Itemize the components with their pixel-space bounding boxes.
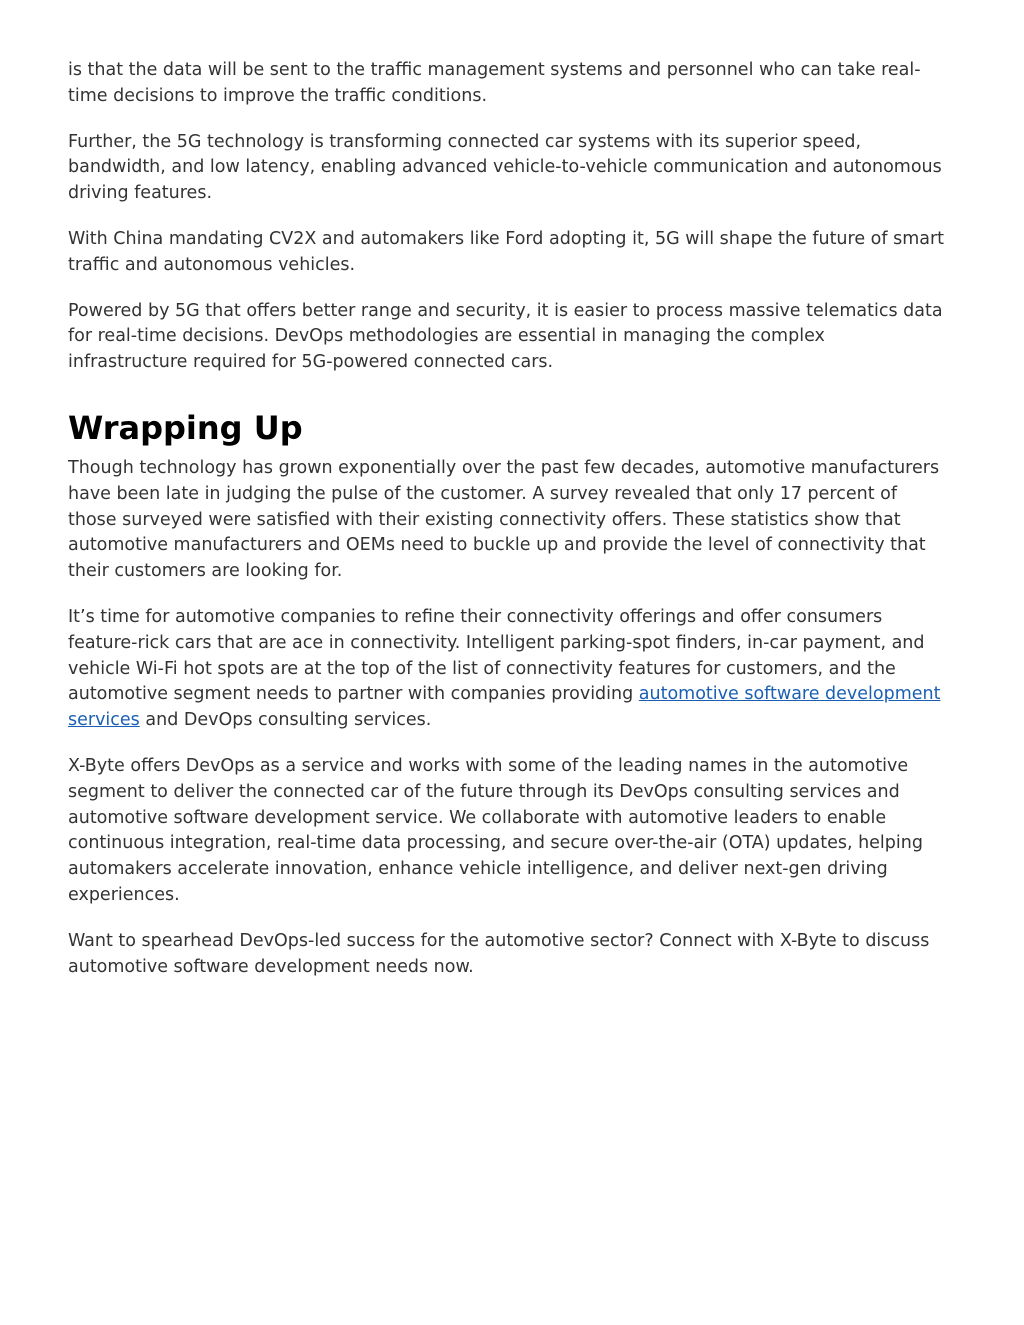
paragraph-text-before-link: It’s time for automotive companies to refine their connectivity offerings and offer consumers feature-rick cars that are ace in connectivity. Intelligent parking-spot finders, in-car payment, and vehicle Wi-Fi hot spots are at the top of the list of connectivity features for customers, and the automotive segment needs to partner with companies providing — [68, 606, 925, 705]
paragraph-5g-technology: Further, the 5G technology is transforming connected car systems with its superior speed, bandwidth, and low latency, enabling advanced vehicle-to-vehicle communication and autonomous driving features. — [68, 131, 942, 204]
paragraph-connectivity-offerings — [68, 605, 948, 734]
paragraph-xbyte-offering: X-Byte offers DevOps as a service and works with some of the leading names in the automotive segment to deliver the connected car of the future through its DevOps consulting services and automotive software development service. We collaborate with automotive leaders to enable continuous integration, real-time data processing, and secure over-the-air (OTA) updates, helping automakers accelerate innovation, enhance vehicle intelligence, and deliver next-gen driving experiences. — [68, 755, 923, 905]
paragraph-5g-telematics: Powered by 5G that offers better range and security, it is easier to process massive telematics data for real-time decisions. DevOps methodologies are essential in managing the complex infrastructure required for 5G-powered connected cars. — [68, 300, 943, 373]
document-page — [68, 58, 948, 1000]
paragraph-customer-survey: Though technology has grown exponentially over the past few decades, automotive manufacturers have been late in judging the pulse of the customer. A survey revealed that only 17 percent of those surveyed were satisfied with their existing connectivity offers. These statistics show that automotive manufacturers and OEMs need to buckle up and provide the level of connectivity that their customers are looking for. — [68, 457, 940, 582]
paragraph-traffic-data: is that the data will be sent to the traffic management systems and personnel who can take real-time decisions to improve the traffic conditions. — [68, 60, 921, 106]
paragraph-text-after-link: and DevOps consulting services. — [139, 710, 432, 731]
section-heading: Wrapping Up — [68, 408, 303, 447]
paragraph-call-to-action: Want to spearhead DevOps-led success for the automotive sector? Connect with X-Byte to discuss automotive software development needs now. — [68, 930, 930, 977]
paragraph-china-cv2x: With China mandating CV2X and automakers like Ford adopting it, 5G will shape the future of smart traffic and autonomous vehicles. — [68, 228, 945, 275]
automotive-software-link[interactable]: automotive software development services — [68, 684, 941, 731]
